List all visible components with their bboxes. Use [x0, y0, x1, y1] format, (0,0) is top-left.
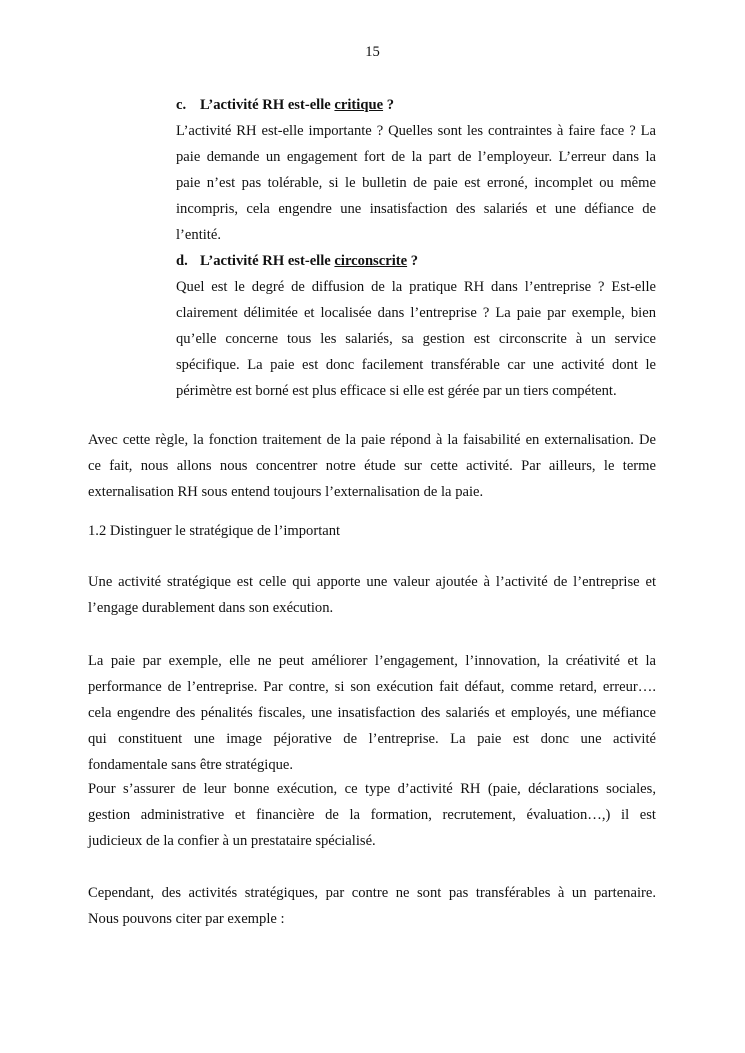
- text-line: périmètre est borné est plus efficace si elle est gérée par un tiers compétent.: [176, 383, 617, 399]
- text-line: Avec cette règle, la fonction traitement de la paie répond à la faisabilité en externalisation. De: [88, 432, 656, 448]
- text-line: qui constituent une image péjorative de l’entreprise. La paie est donc une activité: [88, 731, 656, 747]
- section-d-qmark: ?: [407, 253, 419, 269]
- text-line: Cependant, des activités stratégiques, par contre ne sont pas transférables à un partenaire.: [88, 885, 656, 901]
- text-line: La paie par exemple, elle ne peut améliorer l’engagement, l’innovation, la créativité et la: [88, 653, 656, 669]
- text-line: L’activité RH est-elle importante ? Quelles sont les contraintes à faire face ? La: [176, 123, 656, 139]
- text-line: clairement délimitée et localisée dans l’entreprise ? La paie par exemple, bien: [176, 305, 656, 321]
- text-line: Une activité stratégique est celle qui apporte une valeur ajoutée à l’activité de l’entreprise et: [88, 574, 656, 590]
- text-line: l’engage durablement dans son exécution.: [88, 600, 334, 616]
- section-c-title: L’activité RH est-elle: [200, 97, 335, 113]
- section-c-label: c.: [176, 97, 187, 113]
- text-line: paie n’est pas tolérable, si le bulletin de paie est erroné, incomplet ou même: [176, 175, 656, 191]
- section-d-heading: [176, 251, 656, 271]
- text-line: ce fait, nous allons nous concentrer notre étude sur cette activité. Par ailleurs, le terme: [88, 458, 656, 474]
- text-line: fondamentale sans être stratégique.: [88, 757, 294, 773]
- text-line: judicieux de la confier à un prestataire spécialisé.: [88, 833, 376, 849]
- text-line: incompris, cela engendre une insatisfaction des salariés et une défiance de: [176, 201, 656, 217]
- text-line: performance de l’entreprise. Par contre, si son exécution fait défaut, comme retard, erreur….: [88, 679, 656, 695]
- section-c-qmark: ?: [383, 97, 395, 113]
- section-d-label: d.: [176, 253, 188, 269]
- page-number: 15: [365, 44, 380, 60]
- text-line: l’entité.: [176, 227, 221, 243]
- text-line: qu’elle concerne tous les salariés, sa gestion est circonscrite à un service: [176, 331, 656, 347]
- section-d-title: L’activité RH est-elle: [200, 253, 335, 269]
- text-line: paie demande un engagement fort de la part de l’employeur. L’erreur dans la: [176, 149, 656, 165]
- text-line: Quel est le degré de diffusion de la pratique RH dans l’entreprise ? Est-elle: [176, 279, 656, 295]
- text-line: spécifique. La paie est donc facilement transférable car une activité dont le: [176, 357, 656, 373]
- text-line: Nous pouvons citer par exemple :: [88, 911, 285, 927]
- subheading: 1.2 Distinguer le stratégique de l’important: [88, 523, 341, 539]
- section-c-heading: [176, 95, 656, 115]
- text-line: gestion administrative et financière de la formation, recrutement, évaluation…,) il est: [88, 807, 656, 823]
- text-line: cela engendre des pénalités fiscales, une insatisfaction des salariés et employés, une méfiance: [88, 705, 656, 721]
- section-d-keyword: circonscrite: [334, 253, 408, 269]
- text-line: externalisation RH sous entend toujours l’externalisation de la paie.: [88, 484, 484, 500]
- section-c-keyword: critique: [334, 97, 384, 113]
- text-line: Pour s’assurer de leur bonne exécution, ce type d’activité RH (paie, déclarations sociales,: [88, 781, 656, 797]
